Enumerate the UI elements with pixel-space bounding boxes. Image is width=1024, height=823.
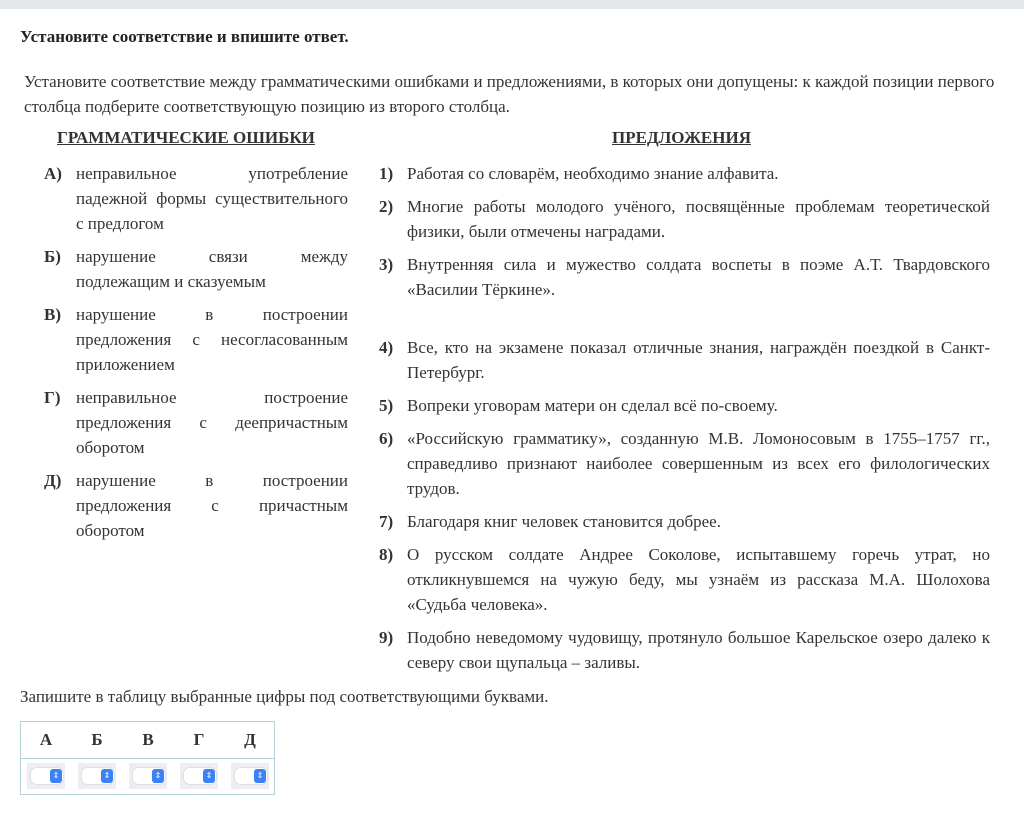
answer-cell-d [231, 763, 269, 789]
column-letter: Д [244, 730, 256, 749]
top-bar [0, 0, 1024, 9]
sentence-label: 9) [379, 628, 394, 647]
sentence-label: 5) [379, 396, 394, 415]
sentence-text: Подобно неведомому чудовищу, протянуло большое Карельское озеро далеко к северу свои щупальца – заливы. [407, 628, 990, 672]
answer-instruction: Запишите в таблицу выбранные цифры под соответствующими буквами. [20, 687, 549, 706]
sentence-label: 6) [379, 429, 394, 448]
question-title: Установите соответствие и впишите ответ. [20, 27, 349, 46]
sentence-label: 2) [379, 197, 394, 216]
error-label: Б) [44, 247, 61, 266]
error-text: нарушение связи между подлежащим и сказуемым [76, 247, 348, 291]
left-column-header: ГРАММАТИЧЕСКИЕ ОШИБКИ [57, 128, 315, 147]
sentence-text: «Российскую грамматику», созданную М.В. Ломоносовым в 1755–1757 гг., справедливо признают наиболее совершенным из всех его филологических трудов. [407, 429, 990, 498]
error-label: В) [44, 305, 61, 324]
select-arrows-icon: ⇕ [101, 769, 113, 783]
sentence-text: О русском солдате Андрее Соколове, испытавшему горечь утрат, но откликнувшемся на чужую беду, мы узнаём из рассказа М.А. Шолохова «Судьба человека». [407, 545, 990, 614]
answer-table [20, 721, 275, 795]
right-column-header: ПРЕДЛОЖЕНИЯ [612, 128, 751, 147]
answer-select-v[interactable] [133, 768, 165, 784]
answer-cell-g [180, 763, 218, 789]
select-arrows-icon: ⇕ [254, 769, 266, 783]
sentence-label: 1) [379, 164, 394, 183]
sentence-text: Вопреки уговорам матери он сделал всё по-своему. [407, 396, 778, 415]
column-letter: Б [91, 730, 103, 749]
sentence-label: 7) [379, 512, 394, 531]
sentence-text: Все, кто на экзамене показал отличные знания, награждён поездкой в Санкт-Петербург. [407, 338, 990, 382]
sentence-text: Благодаря книг человек становится добрее. [407, 512, 721, 531]
error-text: неправильное построение предложения с деепричастным оборотом [76, 388, 348, 457]
error-text: неправильное употребление падежной формы существительного с предлогом [76, 164, 348, 233]
answer-select-b[interactable] [82, 768, 114, 784]
answer-cell-v [129, 763, 167, 789]
answer-table-header [21, 722, 274, 759]
error-label: Г) [44, 388, 61, 407]
sentence-label: 8) [379, 545, 394, 564]
answer-select-g[interactable] [184, 768, 216, 784]
error-text: нарушение в построении предложения с причастным оборотом [76, 471, 348, 540]
select-arrows-icon: ⇕ [203, 769, 215, 783]
error-label: Д) [44, 471, 62, 490]
column-letter: А [39, 730, 53, 749]
select-arrows-icon: ⇕ [152, 769, 164, 783]
sentence-text: Многие работы молодого учёного, посвящённые проблемам теоретической физики, были отмечены наградами. [407, 197, 990, 241]
answer-select-d[interactable] [235, 768, 267, 784]
sentence-label: 4) [379, 338, 394, 357]
column-letter: Г [193, 730, 205, 749]
select-arrows-icon: ⇕ [50, 769, 62, 783]
error-text: нарушение в построении предложения с несогласованным приложением [76, 305, 348, 374]
sentence-text: Внутренняя сила и мужество солдата воспеты в поэме А.Т. Твардовского «Василии Тёркине». [407, 255, 990, 299]
answer-cell-b [78, 763, 116, 789]
answer-cell-a [27, 763, 65, 789]
error-label: А) [44, 164, 62, 183]
answer-select-a[interactable] [31, 768, 63, 784]
question-intro: Установите соответствие между грамматическими ошибками и предложениями, в которых они допущены: к каждой позиции первого столбца подберите соответствующую позицию из второго столбца. [24, 72, 995, 116]
sentence-text: Работая со словарём, необходимо знание алфавита. [407, 164, 779, 183]
column-letter: В [142, 730, 154, 749]
sentence-label: 3) [379, 255, 394, 274]
